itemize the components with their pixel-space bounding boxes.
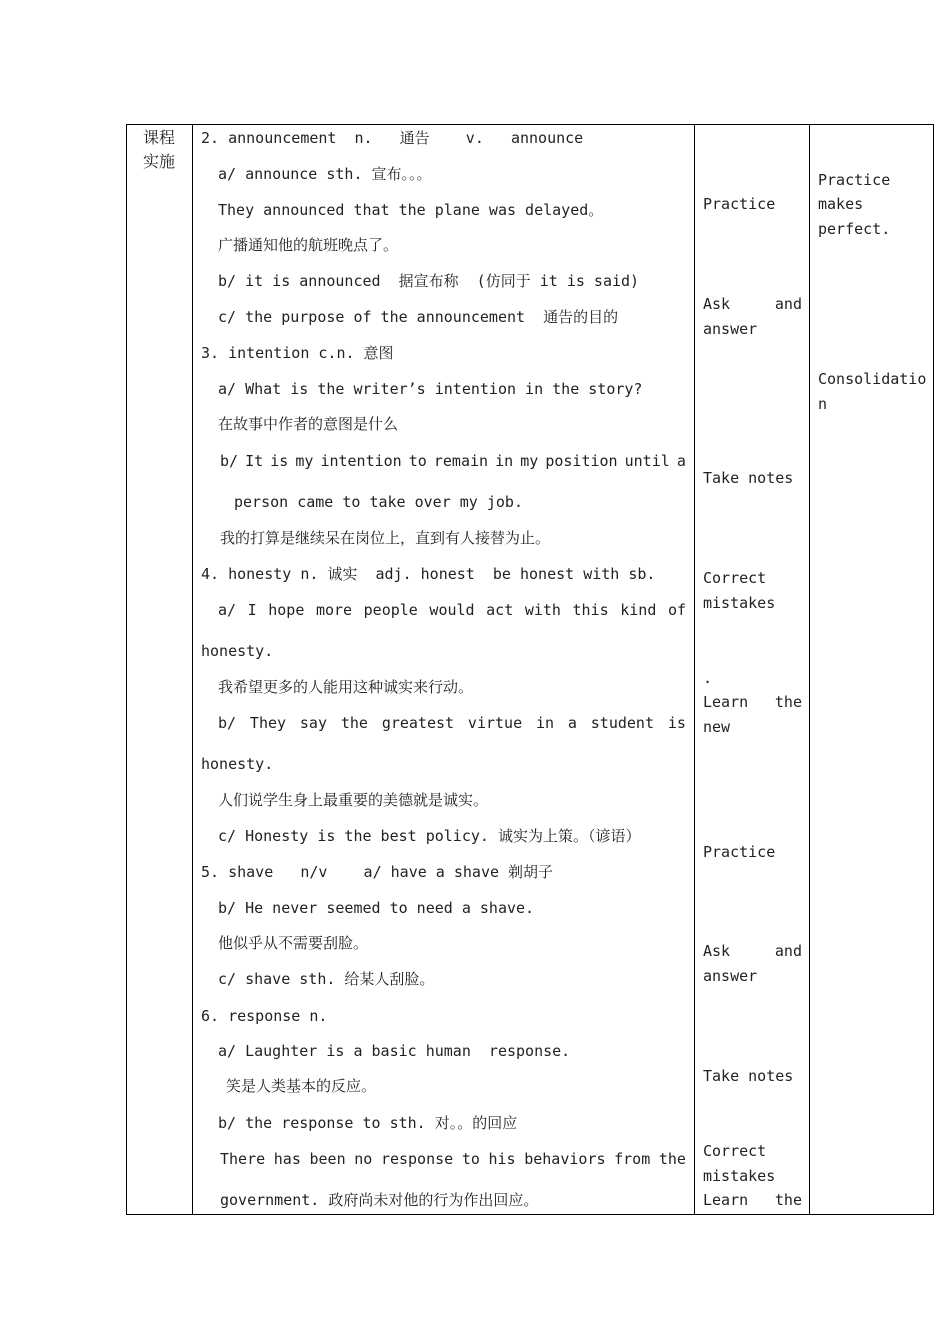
word: my — [520, 452, 539, 470]
content-line: b/ He never seemed to need a shave. — [218, 899, 535, 917]
word: position — [545, 452, 618, 470]
word: remain — [433, 452, 489, 470]
word: b/ — [218, 714, 237, 732]
content-line: c/ shave sth. 给某人刮脸。 — [218, 970, 435, 988]
word: It — [245, 452, 264, 470]
word: virtue — [467, 714, 523, 732]
activity-label: answer — [703, 320, 758, 338]
activity-label: Take notes — [703, 469, 794, 487]
activity-label: Correct — [703, 1142, 767, 1160]
vocab-heading: 3. intention c.n. 意图 — [201, 344, 394, 362]
word: say — [299, 714, 327, 732]
word: no — [354, 1150, 373, 1168]
justified-line — [218, 713, 686, 733]
content-line: 我希望更多的人能用这种诚实来行动。 — [218, 678, 474, 696]
content-line: government. 政府尚未对他的行为作出回应。 — [220, 1191, 539, 1209]
activity-label: Correct — [703, 569, 767, 587]
word: b/ — [220, 452, 239, 470]
word: a — [676, 452, 686, 470]
purpose-label: Practice — [818, 171, 891, 189]
activity-label: mistakes — [703, 1167, 776, 1185]
word: to — [408, 452, 427, 470]
column-divider — [809, 125, 810, 1214]
word: in — [495, 452, 514, 470]
content-line: 他似乎从不需要刮脸。 — [218, 934, 369, 952]
stage-label: 实施 — [143, 152, 176, 171]
content-line: honesty. — [201, 642, 274, 660]
content-line: b/ the response to sth. 对。。的回应 — [218, 1114, 518, 1132]
activity-label: . — [703, 669, 713, 687]
content-line: b/ it is announced 据宣布称 (仿同于 it is said) — [218, 272, 640, 290]
activity-label: Practice — [703, 843, 776, 861]
purpose-label: perfect. — [818, 220, 891, 238]
word: the — [774, 1191, 802, 1209]
content-line: 笑是人类基本的反应。 — [226, 1077, 377, 1095]
content-line: c/ the purpose of the announcement 通告的目的 — [218, 308, 619, 326]
word: response — [380, 1150, 454, 1168]
word: Ask — [703, 295, 731, 313]
vocab-heading: 2. announcement n. 通告 v. announce — [201, 129, 584, 147]
word: Learn — [703, 1191, 749, 1209]
content-line: a/ Laughter is a basic human response. — [218, 1042, 571, 1060]
word: from — [614, 1150, 651, 1168]
activity-label — [703, 1190, 802, 1210]
word: the — [774, 693, 802, 711]
word: Ask — [703, 942, 731, 960]
word: this — [572, 601, 609, 619]
word: intention — [320, 452, 402, 470]
word: more — [315, 601, 353, 619]
word: been — [309, 1150, 346, 1168]
word: is — [667, 714, 686, 732]
word: greatest — [381, 714, 455, 732]
word: hope — [268, 601, 305, 619]
activity-label: answer — [703, 967, 758, 985]
word: They — [249, 714, 287, 732]
word: student — [590, 714, 654, 732]
word: until — [624, 452, 670, 470]
vocab-heading: 6. response n. — [201, 1007, 328, 1025]
word: his — [488, 1150, 516, 1168]
word: to — [461, 1150, 480, 1168]
word: with — [524, 601, 561, 619]
content-line: 广播通知他的航班晚点了。 — [218, 236, 399, 254]
content-line: a/ announce sth. 宣布。。。 — [218, 165, 432, 183]
word: is — [270, 452, 289, 470]
word: people — [363, 601, 418, 619]
word: of — [667, 601, 686, 619]
activity-label: Practice — [703, 195, 776, 213]
content-line: honesty. — [201, 755, 274, 773]
activity-label: Take notes — [703, 1067, 794, 1085]
activity-label — [703, 692, 802, 712]
purpose-label: Consolidatio — [818, 370, 927, 388]
purpose-label: n — [818, 395, 828, 413]
word: the — [340, 714, 368, 732]
activity-label — [703, 941, 802, 961]
content-line: person came to take over my job. — [234, 493, 523, 511]
content-line: 人们说学生身上最重要的美德就是诚实。 — [218, 791, 489, 809]
justified-line — [220, 451, 686, 471]
content-line: 我的打算是继续呆在岗位上，直到有人接替为止。 — [220, 529, 551, 547]
word: kind — [620, 601, 657, 619]
stage-label: 课程 — [143, 128, 176, 147]
vocab-heading: 4. honesty n. 诚实 adj. honest be honest with sb. — [201, 565, 656, 583]
activity-label: new — [703, 718, 731, 736]
word: a — [567, 714, 577, 732]
word: act — [486, 601, 514, 619]
column-divider — [192, 125, 193, 1214]
purpose-label: makes — [818, 195, 864, 213]
word: and — [774, 942, 802, 960]
vocab-heading: 5. shave n/v a/ have a shave 剃胡子 — [201, 863, 554, 881]
word: has — [273, 1150, 301, 1168]
word: my — [295, 452, 314, 470]
content-line: a/ What is the writer’s intention in the story? — [218, 380, 643, 398]
content-line: c/ Honesty is the best policy. 诚实为上策。（谚语） — [218, 827, 641, 845]
word: Learn — [703, 693, 749, 711]
content-line: 在故事中作者的意图是什么 — [218, 415, 399, 433]
justified-line — [218, 600, 686, 620]
activity-label — [703, 294, 802, 314]
content-line: They announced that the plane was delayed。 — [218, 201, 604, 219]
justified-line — [220, 1149, 686, 1169]
word: I — [247, 601, 257, 619]
column-divider — [694, 125, 695, 1214]
word: would — [429, 601, 475, 619]
word: and — [774, 295, 802, 313]
word: a/ — [218, 601, 237, 619]
word: behaviors — [524, 1150, 606, 1168]
word: in — [535, 714, 555, 732]
word: the — [658, 1150, 686, 1168]
word: There — [220, 1150, 266, 1168]
activity-label: mistakes — [703, 594, 776, 612]
